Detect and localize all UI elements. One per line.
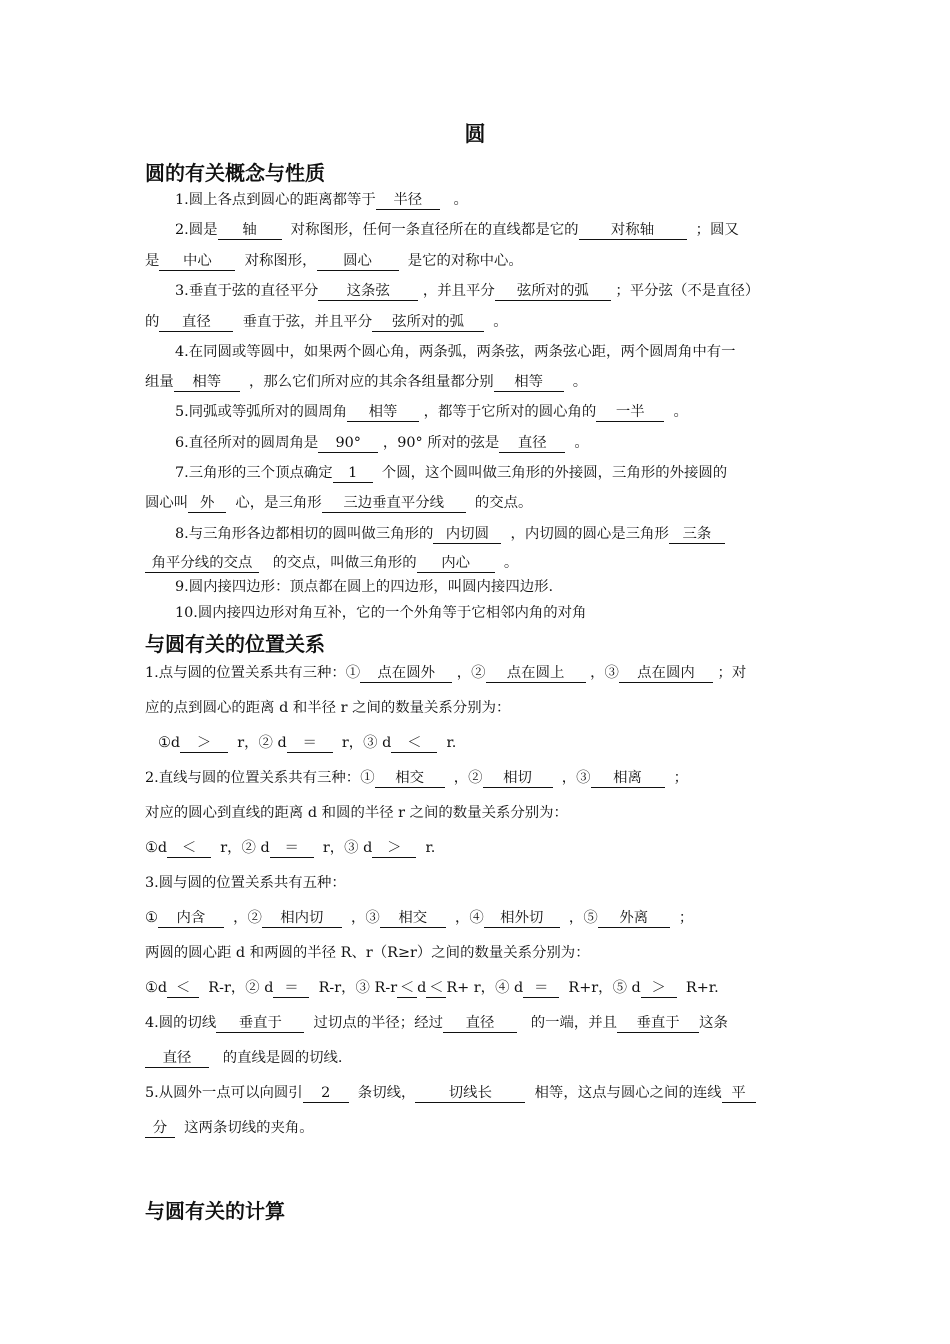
text: ①d: [145, 980, 168, 996]
text: ；平分弦（不是直径）: [615, 283, 760, 299]
text: r，② d: [220, 840, 270, 856]
answer-blank: ＜: [426, 980, 446, 998]
text: 个圆，这个圆叫做三角形的外接圆，三角形的外接圆的: [381, 465, 728, 481]
answer-blank: 点在圆外: [360, 665, 452, 683]
answer-blank: ＝: [270, 840, 314, 858]
answer-blank: 相离: [591, 770, 665, 788]
text: ，③: [351, 910, 380, 926]
answer-blank: 内切圆: [433, 526, 501, 544]
answer-blank: 平: [722, 1085, 756, 1103]
answer-blank: ＞: [641, 980, 677, 998]
line-position-3: [158, 733, 456, 753]
text: 组量: [145, 374, 174, 390]
text: 垂直于弦，并且平分: [242, 314, 373, 330]
answer-blank: 90°: [318, 435, 378, 453]
line-concept-5: [145, 312, 508, 332]
text: 对称图形，任何一条直径所在的直线都是它的: [290, 222, 579, 238]
answer-blank: 2: [303, 1085, 349, 1103]
line-concept-13: [145, 553, 518, 573]
text: 的直线是圆的切线.: [222, 1050, 343, 1066]
text: 7.三角形的三个顶点确定: [175, 465, 333, 481]
line-concept-7: [145, 372, 587, 392]
text: ，③: [590, 665, 619, 681]
line-position-7: [145, 873, 346, 893]
line-concept-10: [175, 463, 727, 483]
answer-blank: 一半: [596, 404, 664, 422]
text: 的交点，叫做三角形的: [272, 555, 417, 571]
line-concept-12: [175, 524, 725, 544]
text: R-r，③ R-r: [318, 980, 398, 996]
line-position-13: [145, 1083, 756, 1103]
text: ，②: [453, 770, 483, 786]
text: 5.同弧或等弧所对的圆周角: [175, 404, 348, 420]
line-concept-2: [175, 220, 739, 240]
text: ，③: [561, 770, 591, 786]
answer-blank: ＝: [273, 980, 309, 998]
line-position-1: [145, 663, 746, 683]
section-heading-positions: 与圆有关的位置关系: [145, 632, 325, 656]
line-concept-8: [175, 402, 688, 422]
text: 的: [145, 314, 160, 330]
text: 应的点到圆心的距离 d 和半径 r 之间的数量关系分别为：: [145, 700, 511, 716]
answer-blank: 相交: [375, 770, 445, 788]
answer-blank: 相等: [494, 374, 564, 392]
answer-blank: 垂直于: [216, 1015, 304, 1033]
section-heading-calculations: 与圆有关的计算: [145, 1199, 285, 1223]
text: 相等，这点与圆心之间的连线: [534, 1085, 722, 1101]
line-concept-11: [145, 493, 532, 513]
answer-blank: ＝: [287, 735, 333, 753]
line-concept-4: [175, 281, 759, 301]
text: ，内切圆的圆心是三角形: [510, 526, 669, 542]
answer-blank: 相等: [347, 404, 419, 422]
text: 。: [453, 192, 468, 208]
answer-blank: 三边垂直平分线: [322, 495, 466, 513]
answer-blank: 1: [333, 465, 373, 483]
text: ，90° 所对的弦是: [382, 435, 500, 451]
text: 。: [493, 314, 508, 330]
text: ，②: [233, 910, 262, 926]
answer-blank: 直径: [159, 314, 233, 332]
text: ，那么它们所对应的其余各组量都分别: [248, 374, 494, 390]
answer-blank: 轴: [218, 222, 282, 240]
line-concept-14: [175, 577, 553, 597]
text: 的交点。: [474, 495, 533, 511]
text: R+r，⑤ d: [568, 980, 641, 996]
text: 5.从圆外一点可以向圆引: [145, 1085, 303, 1101]
line-concept-6: [175, 342, 736, 362]
answer-blank: 内心: [417, 555, 495, 573]
text: 。: [503, 555, 519, 571]
text: 10.圆内接四边形对角互补，它的一个外角等于它相邻内角的对角: [175, 605, 587, 621]
text: R+r.: [685, 980, 719, 996]
text: 条切线，: [357, 1085, 416, 1101]
answer-blank: 半径: [376, 192, 440, 210]
text: 3.圆与圆的位置关系共有五种：: [145, 875, 346, 891]
answer-blank: 相交: [380, 910, 446, 928]
text: r，③ d: [341, 735, 392, 751]
text: 2.直线与圆的位置关系共有三种：①: [145, 770, 375, 786]
text: r，② d: [237, 735, 287, 751]
answer-blank: 直径: [443, 1015, 517, 1033]
text: ①: [145, 910, 158, 926]
line-concept-1: [175, 190, 468, 210]
line-concept-3: [145, 251, 523, 271]
text: 1.圆上各点到圆心的距离都等于: [175, 192, 376, 208]
answer-blank: 点在圆上: [486, 665, 586, 683]
text: ①d: [145, 840, 168, 856]
answer-blank: 相等: [174, 374, 240, 392]
text: r.: [425, 840, 436, 856]
text: ；: [678, 910, 694, 926]
answer-blank: 直径: [145, 1050, 209, 1068]
answer-blank: 直径: [499, 435, 565, 453]
answer-blank: ＜: [397, 980, 417, 998]
line-concept-15: [175, 603, 586, 623]
answer-blank: 分: [145, 1120, 175, 1138]
text: 8.与三角形各边都相切的圆叫做三角形的: [175, 526, 434, 542]
answer-blank: 切线长: [415, 1085, 525, 1103]
answer-blank: 三条: [669, 526, 725, 544]
text: 这两条切线的夹角。: [184, 1120, 314, 1136]
answer-blank: 外: [188, 495, 226, 513]
text: 1.点与圆的位置关系共有三种：①: [145, 665, 361, 681]
answer-blank: ＞: [180, 735, 228, 753]
line-position-4: [145, 768, 688, 788]
answer-blank: 点在圆内: [619, 665, 713, 683]
text: ；圆又: [695, 222, 739, 238]
text: d: [417, 980, 427, 996]
answer-blank: ＞: [372, 840, 416, 858]
answer-blank: ＜: [167, 840, 211, 858]
text: 圆心叫: [145, 495, 189, 511]
answer-blank: 垂直于: [617, 1015, 699, 1033]
line-position-9: [145, 943, 590, 963]
answer-blank: 圆心: [317, 253, 399, 271]
text: 过切点的半径；经过: [313, 1015, 443, 1031]
text: r.: [446, 735, 457, 751]
line-position-6: [145, 838, 435, 858]
answer-blank: 弦所对的弧: [372, 314, 484, 332]
text: r，③ d: [322, 840, 373, 856]
answer-blank: 相切: [483, 770, 553, 788]
page-title: 圆: [464, 122, 486, 146]
text: 的一端，并且: [530, 1015, 618, 1031]
answer-blank: 外离: [598, 910, 670, 928]
line-concept-9: [175, 433, 589, 453]
answer-blank: 中心: [159, 253, 235, 271]
text: 4.在同圆或等圆中，如果两个圆心角，两条弧，两条弦，两条弦心距，两个圆周角中有一: [175, 344, 736, 360]
line-position-12: [145, 1048, 342, 1068]
line-position-8: [145, 908, 693, 928]
text: 。: [574, 435, 589, 451]
text: 这条: [699, 1015, 728, 1031]
text: 两圆的圆心距 d 和两圆的半径 R、r（R≥r）之间的数量关系分别为：: [145, 945, 590, 961]
text: 4.圆的切线: [145, 1015, 217, 1031]
text: ①d: [158, 735, 181, 751]
text: ，并且平分: [422, 283, 495, 299]
text: 2.圆是: [175, 222, 218, 238]
text: ；: [673, 770, 689, 786]
text: 3.垂直于弦的直径平分: [175, 283, 319, 299]
line-position-2: [145, 698, 510, 718]
answer-blank: 角平分线的交点: [145, 555, 259, 573]
line-position-10: [145, 978, 719, 998]
text: ，都等于它所对的圆心角的: [423, 404, 597, 420]
text: 对称图形，: [244, 253, 317, 269]
answer-blank: ＜: [167, 980, 199, 998]
text: 。: [572, 374, 588, 390]
text: 是它的对称中心。: [407, 253, 523, 269]
answer-blank: 对称轴: [579, 222, 687, 240]
text: 9.圆内接四边形：顶点都在圆上的四边形，叫圆内接四边形.: [175, 579, 554, 595]
answer-blank: 内含: [158, 910, 224, 928]
text: 心，是三角形: [235, 495, 322, 511]
text: ，⑤: [568, 910, 598, 926]
section-heading-concepts: 圆的有关概念与性质: [145, 161, 325, 185]
text: 是: [145, 253, 160, 269]
text: ；对: [717, 665, 747, 681]
answer-blank: ＜: [391, 735, 437, 753]
text: 。: [673, 404, 688, 420]
text: ，④: [454, 910, 484, 926]
answer-blank: 弦所对的弧: [495, 283, 611, 301]
answer-blank: 相外切: [484, 910, 560, 928]
answer-blank: 相内切: [262, 910, 342, 928]
text: 6.直径所对的圆周角是: [175, 435, 319, 451]
answer-blank: ＝: [523, 980, 559, 998]
answer-blank: 这条弦: [318, 283, 418, 301]
line-position-5: [145, 803, 568, 823]
text: R-r，② d: [208, 980, 274, 996]
text: 对应的圆心到直线的距离 d 和圆的半径 r 之间的数量关系分别为：: [145, 805, 568, 821]
line-position-14: [145, 1118, 314, 1138]
text: ，②: [456, 665, 486, 681]
line-position-11: [145, 1013, 728, 1033]
text: R+ r，④ d: [446, 980, 524, 996]
